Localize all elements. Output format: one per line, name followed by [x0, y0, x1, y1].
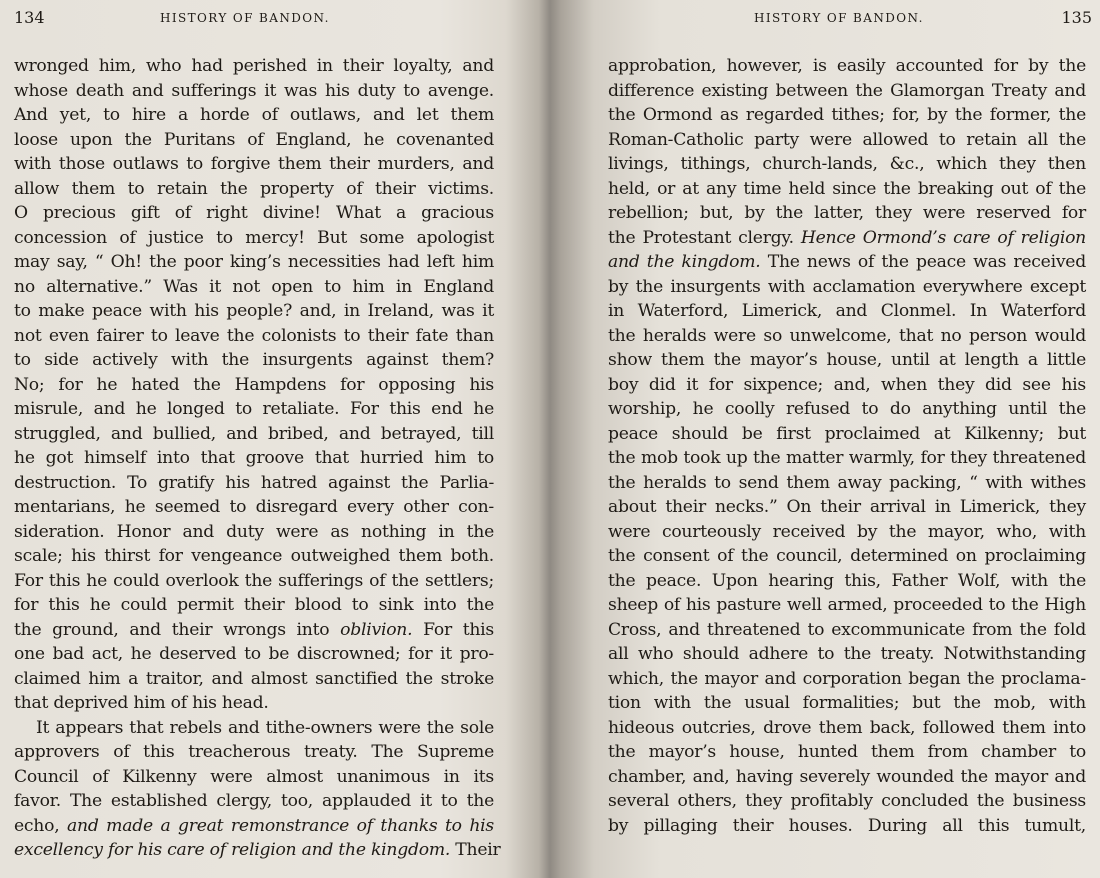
- line-text: with those outlaws to forgive them their murders, and: [14, 154, 494, 174]
- text-line: [14, 152, 494, 177]
- text-line: [14, 103, 494, 128]
- text-line: [608, 348, 1086, 373]
- text-line: [608, 593, 1086, 618]
- line-text: Roman-Catholic party were allowed to retain all the: [608, 129, 1086, 150]
- line-text: several others, they profitably concluded the business: [608, 791, 1086, 811]
- line-text: may say, “ Oh! the poor king’s necessities had left him: [14, 252, 494, 272]
- text-line: [14, 520, 494, 545]
- text-line: [14, 54, 494, 79]
- italic-text: excellency for his care of religion and the kingdom.: [14, 840, 451, 860]
- running-head: [0, 6, 540, 30]
- line-text: the ground, and their wrongs into: [14, 619, 341, 640]
- line-text: For this: [412, 619, 494, 640]
- text-line: [608, 740, 1086, 765]
- text-line: [14, 765, 494, 790]
- line-text: O precious gift of right divine! What a gracious: [14, 203, 494, 223]
- text-line: [608, 569, 1086, 594]
- text-line: [608, 201, 1086, 226]
- line-text: For this he could overlook the sufferings of the settlers;: [14, 570, 494, 591]
- line-text: It appears that rebels and tithe-owners were the sole: [36, 717, 494, 738]
- text-line: [608, 54, 1086, 79]
- text-line: [14, 226, 494, 251]
- line-text: which, the mayor and corporation began the proclama-: [608, 668, 1086, 689]
- line-text: peace should be first proclaimed at Kilkenny; but: [608, 423, 1086, 444]
- text-line: [14, 422, 494, 447]
- line-text: claimed him a traitor, and almost sanctified the stroke: [14, 668, 494, 689]
- line-text: all who should adhere to the treaty. Notwithstanding: [608, 644, 1086, 664]
- line-text: tion with the usual formalities; but the mob, with: [608, 693, 1086, 713]
- text-line: [608, 226, 1086, 251]
- text-line: [14, 177, 494, 202]
- text-line: [14, 299, 494, 324]
- right-page: [560, 0, 1100, 878]
- text-line: [14, 201, 494, 226]
- text-line: [608, 765, 1086, 790]
- text-line: [608, 275, 1086, 300]
- text-line: [14, 667, 494, 692]
- text-line: [608, 642, 1086, 667]
- line-text: chamber, and, having severely wounded the mayor and: [608, 766, 1086, 787]
- line-text: wronged him, who had perished in their loyalty, and: [14, 56, 494, 76]
- line-text: livings, tithings, church-lands, &c., which they then: [608, 154, 1086, 174]
- line-text: the peace. Upon hearing this, Father Wolf, with the: [608, 570, 1086, 591]
- line-text: boy did it for sixpence; and, when they did see his: [608, 374, 1086, 395]
- body-text: [14, 54, 501, 863]
- italic-text: oblivion.: [340, 619, 413, 640]
- text-line: [14, 814, 494, 839]
- line-text: scale; his thirst for vengeance outweighed them both.: [14, 546, 494, 566]
- text-line: [14, 446, 494, 471]
- line-text: that deprived him of his head.: [14, 693, 269, 713]
- running-title: HISTORY OF BANDON.: [160, 11, 330, 25]
- text-line: [608, 618, 1086, 643]
- italic-text: and made a great remonstrance of thanks to his: [67, 815, 494, 836]
- text-line: [14, 495, 494, 520]
- line-text: the heralds to send them away packing, “ with withes: [608, 472, 1086, 493]
- text-line: [14, 838, 501, 863]
- text-line: [608, 79, 1086, 104]
- line-text: for this he could permit their blood to sink into the: [14, 595, 494, 615]
- line-text: allow them to retain the property of their victims.: [14, 178, 494, 199]
- line-text: to make peace with his people? and, in Ireland, was it: [14, 301, 494, 321]
- text-line: [14, 79, 494, 104]
- line-text: concession of justice to mercy! But some apologist: [14, 227, 494, 248]
- line-text: favor. The established clergy, too, applauded it to the: [14, 791, 494, 811]
- line-text: the Protestant clergy.: [608, 227, 801, 248]
- text-line: [608, 667, 1086, 692]
- text-line: [14, 716, 494, 741]
- text-line: [14, 275, 494, 300]
- text-line: [608, 128, 1086, 153]
- text-line: [608, 422, 1086, 447]
- text-line: [14, 544, 494, 569]
- text-line: [608, 324, 1086, 349]
- line-text: No; for he hated the Hampdens for opposing his: [14, 374, 494, 395]
- line-text: he got himself into that groove that hurried him to: [14, 448, 494, 468]
- text-line: [608, 103, 1086, 128]
- running-title: HISTORY OF BANDON.: [754, 11, 924, 25]
- line-text: by the insurgents with acclamation everywhere except: [608, 276, 1086, 297]
- text-line: [608, 495, 1086, 520]
- line-text: held, or at any time held since the breaking out of the: [608, 178, 1086, 199]
- line-text: approbation, however, is easily accounted for by the: [608, 56, 1086, 76]
- line-text: mentarians, he seemed to disregard every other con-: [14, 497, 494, 517]
- text-line: [608, 397, 1086, 422]
- text-line: [14, 691, 494, 716]
- text-line: [14, 128, 494, 153]
- line-text: And yet, to hire a horde of outlaws, and let them: [14, 105, 494, 125]
- line-text: destruction. To gratify his hatred against the Parlia-: [14, 472, 494, 493]
- line-text: the Ormond as regarded tithes; for, by the former, the: [608, 105, 1086, 125]
- text-line: [14, 348, 494, 373]
- line-text: The news of the peace was received: [760, 252, 1086, 272]
- text-line: [608, 814, 1086, 839]
- line-text: were courteously received by the mayor, who, with: [608, 521, 1086, 542]
- text-line: [608, 250, 1086, 275]
- text-line: [608, 177, 1086, 202]
- text-line: [608, 716, 1086, 741]
- line-text: sideration. Honor and duty were as nothing in the: [14, 521, 494, 542]
- text-line: [608, 520, 1086, 545]
- line-text: show them the mayor’s house, until at length a little: [608, 350, 1086, 370]
- line-text: worship, he coolly refused to do anything until the: [608, 399, 1086, 419]
- line-text: the heralds were so unwelcome, that no person would: [608, 325, 1086, 346]
- text-line: [608, 471, 1086, 496]
- line-text: loose upon the Puritans of England, he covenanted: [14, 129, 494, 150]
- left-page: [0, 0, 540, 878]
- page-number: 134: [14, 8, 45, 27]
- text-line: [14, 789, 494, 814]
- line-text: no alternative.” Was it not open to him in England: [14, 276, 494, 297]
- text-line: [608, 152, 1086, 177]
- text-line: [14, 642, 494, 667]
- line-text: approvers of this treacherous treaty. The Supreme: [14, 742, 494, 762]
- line-text: misrule, and he longed to retaliate. For this end he: [14, 399, 494, 419]
- line-text: hideous outcries, drove them back, followed them into: [608, 717, 1086, 738]
- text-line: [14, 373, 494, 398]
- text-line: [608, 544, 1086, 569]
- line-text: echo,: [14, 815, 68, 836]
- text-line: [14, 569, 494, 594]
- line-text: in Waterford, Limerick, and Clonmel. In Waterford: [608, 301, 1086, 321]
- text-line: [608, 691, 1086, 716]
- text-line: [14, 250, 494, 275]
- line-text: whose death and sufferings it was his duty to avenge.: [14, 80, 494, 101]
- italic-text: and the kingdom.: [608, 252, 761, 272]
- line-text: Their: [450, 840, 501, 860]
- text-line: [608, 299, 1086, 324]
- line-text: the mob took up the matter warmly, for they threatened: [608, 448, 1086, 468]
- line-text: to side actively with the insurgents against them?: [14, 350, 494, 370]
- text-line: [14, 740, 494, 765]
- line-text: sheep of his pasture well armed, proceeded to the High: [608, 595, 1086, 615]
- line-text: not even fairer to leave the colonists to their fate than: [14, 325, 494, 346]
- text-line: [608, 789, 1086, 814]
- line-text: the consent of the council, determined on proclaiming: [608, 546, 1086, 566]
- text-line: [14, 471, 494, 496]
- page-number: 135: [1061, 8, 1092, 27]
- line-text: difference existing between the Glamorgan Treaty and: [608, 80, 1086, 101]
- line-text: Cross, and threatened to excommunicate from the fold: [608, 619, 1086, 640]
- line-text: struggled, and bullied, and bribed, and betrayed, till: [14, 423, 494, 444]
- text-line: [608, 446, 1086, 471]
- line-text: about their necks.” On their arrival in Limerick, they: [608, 497, 1086, 517]
- text-line: [14, 618, 494, 643]
- line-text: rebellion; but, by the latter, they were reserved for: [608, 203, 1086, 223]
- body-text: [608, 54, 1086, 838]
- italic-text: Hence Ormond’s care of religion: [800, 227, 1086, 248]
- text-line: [14, 593, 494, 618]
- line-text: one bad act, he deserved to be discrowned; for it pro-: [14, 644, 494, 664]
- line-text: by pillaging their houses. During all this tumult,: [608, 815, 1086, 836]
- line-text: Council of Kilkenny were almost unanimous in its: [14, 766, 494, 787]
- line-text: the mayor’s house, hunted them from chamber to: [608, 742, 1086, 762]
- text-line: [14, 397, 494, 422]
- text-line: [14, 324, 494, 349]
- text-line: [608, 373, 1086, 398]
- running-head: [560, 6, 1100, 30]
